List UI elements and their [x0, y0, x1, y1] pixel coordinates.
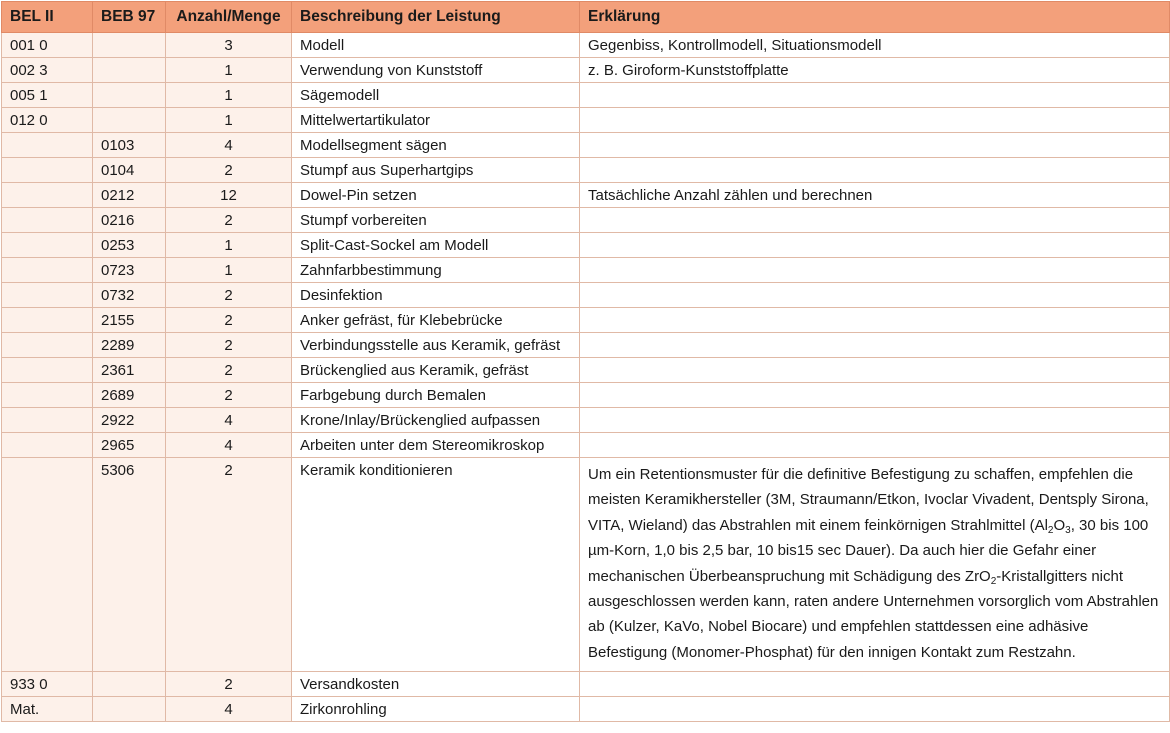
- header-beb: BEB 97: [93, 2, 166, 33]
- cell-bel: [2, 158, 93, 183]
- table-row: [2, 697, 1170, 722]
- cell-bel: [2, 408, 93, 433]
- table-row: [2, 208, 1170, 233]
- subscript-2b: 2: [990, 575, 997, 587]
- cell-description: Zirkonrohling: [292, 697, 580, 722]
- cell-bel: [2, 183, 93, 208]
- cell-quantity: 1: [166, 258, 292, 283]
- table-row: [2, 108, 1170, 133]
- cell-quantity: 1: [166, 108, 292, 133]
- billing-table: [1, 1, 1170, 722]
- cell-beb: [93, 58, 166, 83]
- cell-bel: [2, 258, 93, 283]
- cell-quantity: 2: [166, 308, 292, 333]
- cell-bel: [2, 283, 93, 308]
- header-row: [2, 2, 1170, 33]
- cell-quantity: 3: [166, 33, 292, 58]
- cell-beb: [93, 697, 166, 722]
- cell-bel: [2, 333, 93, 358]
- cell-description: Verwendung von Kunststoff: [292, 58, 580, 83]
- table-row: [2, 308, 1170, 333]
- cell-beb: [93, 672, 166, 697]
- cell-bel: [2, 308, 93, 333]
- cell-description: Versandkosten: [292, 672, 580, 697]
- cell-quantity: 1: [166, 58, 292, 83]
- cell-description: Keramik konditionieren: [292, 458, 580, 672]
- explanation-text-part3: , 30 bis 100 µm-Korn, 1,0 bis 2,5 bar, 10 bis15 sec Dauer). Da auch hier die Gefahr einer mechanischen Überbeanspruchung mit Schädigung des ZrO: [588, 516, 1149, 585]
- table-row: [2, 258, 1170, 283]
- table-row: [2, 133, 1170, 158]
- header-description: Beschreibung der Leistung: [292, 2, 580, 33]
- cell-quantity: 1: [166, 83, 292, 108]
- cell-description: Brückenglied aus Keramik, gefräst: [292, 358, 580, 383]
- table-row: [2, 383, 1170, 408]
- cell-beb: [93, 83, 166, 108]
- cell-beb: 2965: [93, 433, 166, 458]
- cell-explanation: [580, 308, 1170, 333]
- cell-bel: [2, 133, 93, 158]
- cell-bel: 001 0: [2, 33, 93, 58]
- table-row: [2, 408, 1170, 433]
- cell-description: Split-Cast-Sockel am Modell: [292, 233, 580, 258]
- cell-description: Modellsegment sägen: [292, 133, 580, 158]
- cell-quantity: 4: [166, 408, 292, 433]
- cell-beb: 2289: [93, 333, 166, 358]
- header-explanation: Erklärung: [580, 2, 1170, 33]
- cell-beb: [93, 33, 166, 58]
- cell-quantity: 2: [166, 333, 292, 358]
- table-row: [2, 433, 1170, 458]
- cell-quantity: 2: [166, 383, 292, 408]
- table-row: [2, 33, 1170, 58]
- table-row: [2, 333, 1170, 358]
- cell-beb: 0216: [93, 208, 166, 233]
- table-row-ceramic: [2, 458, 1170, 672]
- cell-description: Verbindungsstelle aus Keramik, gefräst: [292, 333, 580, 358]
- cell-beb: 2689: [93, 383, 166, 408]
- cell-quantity: 4: [166, 133, 292, 158]
- cell-explanation: [580, 158, 1170, 183]
- table-row: [2, 358, 1170, 383]
- cell-description: Anker gefräst, für Klebebrücke: [292, 308, 580, 333]
- cell-quantity: 4: [166, 433, 292, 458]
- table-row: [2, 58, 1170, 83]
- cell-beb: 5306: [93, 458, 166, 672]
- cell-bel: 012 0: [2, 108, 93, 133]
- cell-beb: 0103: [93, 133, 166, 158]
- cell-quantity: 12: [166, 183, 292, 208]
- subscript-2: 2: [1047, 524, 1054, 536]
- cell-explanation: [580, 108, 1170, 133]
- cell-beb: 0212: [93, 183, 166, 208]
- cell-explanation-long: [580, 458, 1170, 672]
- cell-explanation: [580, 83, 1170, 108]
- header-quantity: Anzahl/Menge: [166, 2, 292, 33]
- cell-bel: 005 1: [2, 83, 93, 108]
- cell-quantity: 2: [166, 358, 292, 383]
- cell-bel: [2, 358, 93, 383]
- cell-bel: [2, 458, 93, 672]
- cell-quantity: 2: [166, 672, 292, 697]
- table-row: [2, 672, 1170, 697]
- table-row: [2, 83, 1170, 108]
- explanation-text-part2: O: [1053, 516, 1066, 534]
- cell-description: Stumpf aus Superhartgips: [292, 158, 580, 183]
- cell-beb: 2922: [93, 408, 166, 433]
- cell-explanation: [580, 283, 1170, 308]
- cell-explanation: [580, 672, 1170, 697]
- cell-explanation: [580, 383, 1170, 408]
- cell-description: Desinfektion: [292, 283, 580, 308]
- cell-explanation: [580, 408, 1170, 433]
- cell-bel: 933 0: [2, 672, 93, 697]
- cell-explanation: Tatsächliche Anzahl zählen und berechnen: [580, 183, 1170, 208]
- cell-quantity: 2: [166, 458, 292, 672]
- cell-beb: 2361: [93, 358, 166, 383]
- cell-description: Farbgebung durch Bemalen: [292, 383, 580, 408]
- cell-bel: [2, 208, 93, 233]
- cell-explanation: [580, 358, 1170, 383]
- explanation-text-part4: -Kristallgitters nicht ausgeschlossen werden kann, raten andere Unternehmen vorsorglich vom Abstrahlen ab (Kulzer, KaVo, Nobel Biocare) und empfehlen stattdessen eine adhäsive Befestigung (Monomer-Phosphat) für den innigen Kontakt zum Restzahn.: [588, 567, 1159, 661]
- cell-explanation: [580, 433, 1170, 458]
- cell-explanation: [580, 208, 1170, 233]
- cell-explanation: [580, 133, 1170, 158]
- table-row: [2, 183, 1170, 208]
- cell-explanation: [580, 258, 1170, 283]
- cell-description: Krone/Inlay/Brückenglied aufpassen: [292, 408, 580, 433]
- cell-explanation: [580, 333, 1170, 358]
- cell-bel: Mat.: [2, 697, 93, 722]
- cell-description: Mittelwertartikulator: [292, 108, 580, 133]
- cell-beb: 0732: [93, 283, 166, 308]
- table-row: [2, 158, 1170, 183]
- cell-beb: 0104: [93, 158, 166, 183]
- cell-bel: [2, 383, 93, 408]
- cell-quantity: 4: [166, 697, 292, 722]
- cell-quantity: 2: [166, 283, 292, 308]
- cell-quantity: 1: [166, 233, 292, 258]
- cell-quantity: 2: [166, 158, 292, 183]
- cell-explanation: Gegenbiss, Kontrollmodell, Situationsmodell: [580, 33, 1170, 58]
- table-row: [2, 283, 1170, 308]
- cell-bel: [2, 433, 93, 458]
- cell-description: Stumpf vorbereiten: [292, 208, 580, 233]
- table-row: [2, 233, 1170, 258]
- cell-beb: [93, 108, 166, 133]
- cell-quantity: 2: [166, 208, 292, 233]
- header-bel: BEL II: [2, 2, 93, 33]
- explanation-text-part1: Um ein Retentionsmuster für die definitive Befestigung zu schaffen, empfehlen die meisten Keramikhersteller (3M, Straumann/Etkon, Ivoclar Vivadent, Dentsply Sirona, VITA, Wieland) das Abstrahlen mit einem feinkörnigen Strahlmittel (Al: [588, 466, 1149, 534]
- cell-description: Zahnfarbbestimmung: [292, 258, 580, 283]
- subscript-3: 3: [1065, 524, 1071, 536]
- cell-beb: 0723: [93, 258, 166, 283]
- cell-explanation: [580, 233, 1170, 258]
- cell-explanation: z. B. Giroform-Kunststoffplatte: [580, 58, 1170, 83]
- cell-bel: [2, 233, 93, 258]
- cell-description: Dowel-Pin setzen: [292, 183, 580, 208]
- cell-description: Arbeiten unter dem Stereomikroskop: [292, 433, 580, 458]
- cell-description: Sägemodell: [292, 83, 580, 108]
- cell-description: Modell: [292, 33, 580, 58]
- cell-beb: 2155: [93, 308, 166, 333]
- cell-beb: 0253: [93, 233, 166, 258]
- cell-explanation: [580, 697, 1170, 722]
- cell-bel: 002 3: [2, 58, 93, 83]
